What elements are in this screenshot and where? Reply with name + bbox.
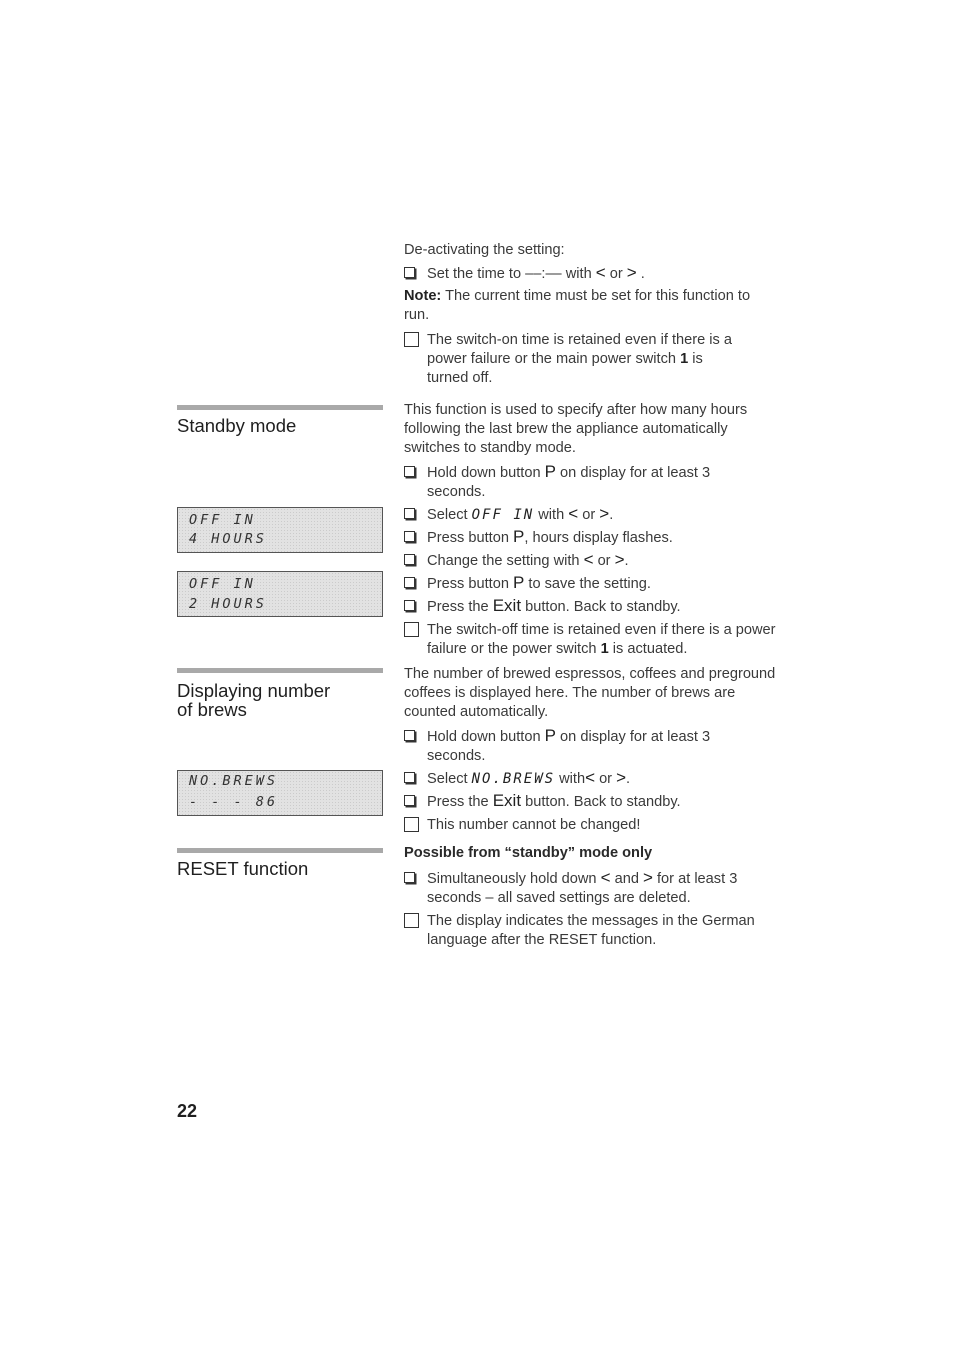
p-button-symbol: P	[544, 726, 556, 745]
left-arrow-symbol: <	[568, 504, 579, 523]
lcd-text-off-in: OFF IN	[471, 507, 535, 523]
lcd-display-off-in-4: OFF IN 4 HOURS	[177, 507, 383, 553]
left-arrow-symbol: <	[583, 550, 594, 569]
checkbox-bullet-icon	[404, 772, 415, 783]
left-arrow-symbol: <	[600, 868, 611, 887]
reset-heading: RESET function	[177, 858, 309, 879]
standby-step: Press the Exit button. Back to standby.	[404, 596, 776, 617]
right-arrow-symbol: >	[614, 550, 625, 569]
checkbox-bullet-icon	[404, 872, 415, 883]
brews-step: Press the Exit button. Back to standby.	[404, 791, 776, 812]
reset-step: Simultaneously hold down < and > for at least 3 seconds – all saved settings are deleted.	[404, 868, 787, 908]
reset-section	[404, 844, 776, 950]
info-box-icon	[404, 913, 419, 928]
right-arrow-symbol: >	[616, 768, 627, 787]
checkbox-bullet-icon	[404, 554, 415, 565]
checkbox-bullet-icon	[404, 795, 415, 806]
checkbox-bullet-icon	[404, 730, 415, 741]
deactivate-note: Note: The current time must be set for this function to run.	[404, 288, 751, 323]
left-arrow-symbol: <	[595, 263, 606, 282]
checkbox-bullet-icon	[404, 600, 415, 611]
deactivate-info: The switch-on time is retained even if there is a power failure or the main power switch 1 is turned off.	[404, 331, 747, 388]
standby-step: Press button P, hours display flashes.	[404, 527, 776, 548]
standby-step: Press button P to save the setting.	[404, 573, 776, 594]
standby-step: Select OFF IN with < or >.	[404, 504, 776, 525]
deactivate-step: Set the time to ––:–– with < or > .	[404, 263, 776, 284]
brews-info: This number cannot be changed!	[404, 816, 776, 835]
checkbox-bullet-icon	[404, 508, 415, 519]
p-button-symbol: P	[513, 527, 525, 546]
standby-intro: This function is used to specify after how many hours following the last brew the appliance automatically switches to standby mode.	[404, 402, 748, 456]
left-arrow-symbol: <	[585, 768, 596, 787]
section-divider-bar	[177, 668, 383, 673]
reset-info: The display indicates the messages in the German language after the RESET function.	[404, 912, 776, 950]
exit-button-symbol: Exit	[492, 596, 522, 615]
page-number: 22	[177, 1101, 198, 1121]
brews-step: Hold down button P on display for at least 3 seconds.	[404, 726, 737, 766]
exit-button-symbol: Exit	[492, 791, 522, 810]
standby-step: Hold down button P on display for at least 3 seconds.	[404, 462, 737, 502]
checkbox-bullet-icon	[404, 466, 415, 477]
section-divider-bar	[177, 848, 383, 853]
note-label: Note:	[404, 288, 442, 304]
brews-intro: The number of brewed espressos, coffees and preground coffees is displayed here. The number of brews are counted automatically.	[404, 666, 776, 720]
reset-subhead: Possible from “standby” mode only	[404, 845, 653, 861]
lcd-display-off-in-2: OFF IN 2 HOURS	[177, 571, 383, 617]
standby-heading: Standby mode	[177, 415, 297, 436]
info-box-icon	[404, 332, 419, 347]
lcd-display-no-brews: NO.BREWS - - - 86	[177, 770, 383, 816]
info-box-icon	[404, 817, 419, 832]
brews-step: Select NO.BREWS with< or >.	[404, 768, 776, 789]
brews-section	[404, 665, 776, 835]
checkbox-bullet-icon	[404, 577, 415, 588]
standby-info: The switch-off time is retained even if there is a power failure or the power switch 1 is actuated.	[404, 621, 776, 659]
p-button-symbol: P	[544, 462, 556, 481]
right-arrow-symbol: >	[626, 263, 637, 282]
brews-heading: Displaying number of brews	[177, 680, 331, 720]
right-arrow-symbol: >	[599, 504, 610, 523]
lcd-text-no-brews: NO.BREWS	[471, 771, 556, 787]
checkbox-bullet-icon	[404, 531, 415, 542]
p-button-symbol: P	[513, 573, 525, 592]
deactivate-section	[404, 241, 776, 388]
info-box-icon	[404, 622, 419, 637]
section-divider-bar	[177, 405, 383, 410]
deactivate-intro: De-activating the setting:	[404, 242, 565, 258]
standby-section	[404, 401, 776, 659]
checkbox-bullet-icon	[404, 267, 415, 278]
right-arrow-symbol: >	[643, 868, 653, 887]
standby-step: Change the setting with < or >.	[404, 550, 776, 571]
